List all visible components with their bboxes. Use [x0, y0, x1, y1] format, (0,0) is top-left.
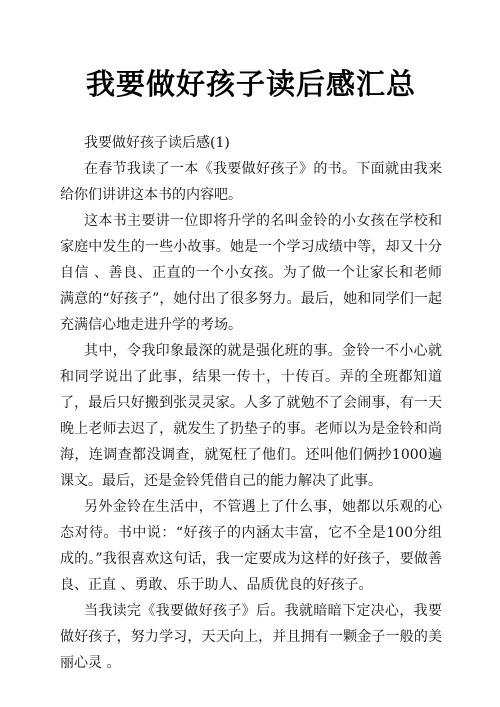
paragraph-2: 这本书主要讲一位即将升学的名叫金铃的小女孩在学校和家庭中发生的一些小故事。她是一个学习成绩中等，却又十分自信 、善良、正直的一个小女孩。为了做一个让家长和老师满意的“好孩子”，她付出了很多努力。最后，她和同学们一起充满信心地走进升学的考场。 [60, 213, 442, 333]
paragraph-5: 当我读完《我要做好孩子》后。我就暗暗下定决心，我要做好孩子，努力学习，天天向上，并且拥有一颗金子一般的美丽心灵 。 [60, 603, 442, 671]
paragraph-4: 另外金铃在生活中，不管遇上了什么事，她都以乐观的心态对待。书中说：“好孩子的内涵太丰富，它不全是100分组成的。”我很喜欢这句话，我一定要成为这样的好孩子，要做善良、正直 、勇敢、乐于助人、品质优良的好孩子。 [60, 499, 442, 593]
section-heading: 我要做好孩子读后感(1) [84, 135, 230, 151]
paragraph-1: 在春节我读了一本《我要做好孩子》的书。下面就由我来给你们讲讲这本书的内容吧。 [60, 161, 442, 203]
paragraph-3: 其中，令我印象最深的就是强化班的事。金铃一不小心就和同学说出了此事，结果一传十，十传百。弄的全班都知道了，最后只好搬到张灵灵家。人多了就勉不了会闹事，有一天晚上老师去迟了，就发生了扔垫子的事。老师以为是金铃和尚海，连调查都没调查，就冤枉了他们。还叫他们俩抄1000遍课文。最后，还是金铃凭借自己的能力解决了此事。 [60, 343, 442, 489]
document-title: 我要做好孩子读后感汇总 [85, 67, 416, 101]
